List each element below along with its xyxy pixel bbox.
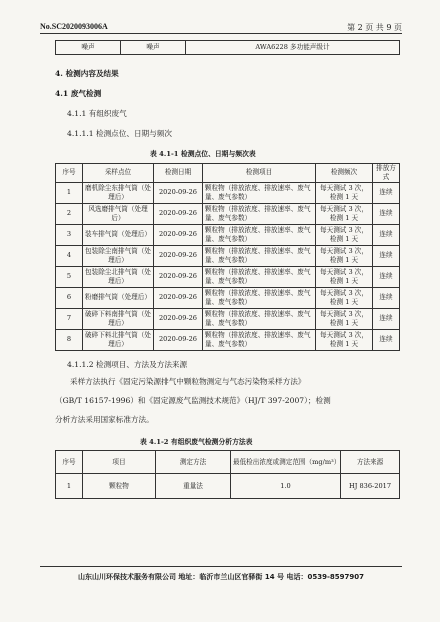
table-cell: 颗粒物（排放浓度、排放速率、废气量、废气参数）	[203, 224, 316, 245]
table-cell: 2020-09-26	[154, 203, 203, 224]
table-cell: 2020-09-26	[154, 329, 203, 350]
table-cell: 5	[56, 266, 83, 287]
table-cell: 颗粒物（排放浓度、排放速率、废气量、废气参数）	[203, 308, 316, 329]
table-cell: 1.0	[231, 474, 341, 499]
table-cell: 连续	[373, 266, 400, 287]
table-cell: 颗粒物	[83, 474, 156, 499]
table-row	[56, 474, 400, 499]
table-cell: 连续	[373, 224, 400, 245]
table-cell: 包装除尘北排气筒（处理后）	[83, 266, 154, 287]
table-cell: 3	[56, 224, 83, 245]
table-cell: 破碎下料北排气筒（处理后）	[83, 329, 154, 350]
report-number: No.SC2020093006A	[40, 22, 108, 31]
table-cell: 8	[56, 329, 83, 350]
table-row	[56, 329, 400, 350]
table-cell: 颗粒物（排放浓度、排放速率、废气量、废气参数）	[203, 182, 316, 203]
section-heading-4-1: 4.1 废气检测	[55, 89, 102, 98]
table-cell: 连续	[373, 329, 400, 350]
table-cell: 破碎下料南排气筒（处理后）	[83, 308, 154, 329]
table-cell: 每天测试 3 次，检测 1 天	[316, 224, 373, 245]
table-cell: 噪声	[121, 41, 186, 55]
table-cell: 粉磨排气筒（处理后）	[83, 287, 154, 308]
table-cell: 2020-09-26	[154, 266, 203, 287]
table-body	[56, 182, 400, 350]
method-paragraph-line-2: （GB/T 16157-1996）和《固定源废气监测技术规范》（HJ/T 397-2007）；检测	[55, 396, 331, 405]
method-paragraph-line-3: 分析方法采用国家标准方法。	[55, 415, 154, 424]
column-header: 检测日期	[154, 164, 203, 183]
section-heading-4-1-1-1: 4.1.1.1 检测点位、日期与频次	[67, 129, 172, 138]
table-cell: 重量法	[156, 474, 231, 499]
page-info: 第 2 页 共 9 页	[347, 23, 402, 32]
table-cell: 2	[56, 203, 83, 224]
section-heading-4: 4. 检测内容及结果	[55, 69, 119, 78]
table-row	[56, 308, 400, 329]
table-cell: 连续	[373, 182, 400, 203]
table-row	[56, 224, 400, 245]
analysis-methods-table	[55, 450, 400, 499]
table-cell: 颗粒物（排放浓度、排放速率、废气量、废气参数）	[203, 329, 316, 350]
column-header: 最低检出浓度或测定范围（mg/m³）	[231, 451, 341, 474]
column-header: 排放方式	[373, 164, 400, 183]
table-row	[56, 287, 400, 308]
header-divider	[40, 33, 402, 34]
table-cell: 每天测试 3 次，检测 1 天	[316, 245, 373, 266]
table-cell: HJ 836-2017	[341, 474, 400, 499]
column-header: 检测项目	[203, 164, 316, 183]
table-cell: 1	[56, 182, 83, 203]
table-cell: 每天测试 3 次，检测 1 天	[316, 329, 373, 350]
table-cell: 装车排气筒（处理后）	[83, 224, 154, 245]
table-cell: 颗粒物（排放浓度、排放速率、废气量、废气参数）	[203, 203, 316, 224]
column-header: 项目	[83, 451, 156, 474]
table-cell: 连续	[373, 245, 400, 266]
table-row	[56, 182, 400, 203]
method-paragraph-line-1: 采样方法执行《固定污染源排气中颗粒物测定与气态污染物采样方法》	[70, 377, 306, 386]
table1-caption: 表 4.1-1 检测点位、日期与频次表	[150, 150, 256, 158]
table-row	[56, 41, 400, 55]
table-cell: 风选磨排气筒（处理后）	[83, 203, 154, 224]
table-cell: 磨机除尘东排气筒（处理后）	[83, 182, 154, 203]
column-header: 序号	[56, 451, 83, 474]
table-cell: 连续	[373, 287, 400, 308]
table-row	[56, 245, 400, 266]
column-header: 序号	[56, 164, 83, 183]
table-cell: 颗粒物（排放浓度、排放速率、废气量、废气参数）	[203, 245, 316, 266]
column-header: 测定方法	[156, 451, 231, 474]
section-heading-4-1-1: 4.1.1 有组织废气	[67, 109, 127, 118]
table-cell: 每天测试 3 次，检测 1 天	[316, 203, 373, 224]
table-row	[56, 203, 400, 224]
equipment-table-tail	[55, 40, 400, 55]
table-row	[56, 266, 400, 287]
table-cell: 2020-09-26	[154, 182, 203, 203]
table-cell: 2020-09-26	[154, 245, 203, 266]
table-cell: 6	[56, 287, 83, 308]
table-cell: 7	[56, 308, 83, 329]
table-cell: 每天测试 3 次，检测 1 天	[316, 182, 373, 203]
table-cell: 噪声	[56, 41, 121, 55]
table-header-row	[56, 164, 400, 183]
table2-caption: 表 4.1-2 有组织废气检测分析方法表	[140, 438, 253, 446]
table-cell: 每天测试 3 次，检测 1 天	[316, 266, 373, 287]
table-cell: 4	[56, 245, 83, 266]
table-cell: 2020-09-26	[154, 308, 203, 329]
table-cell: 包装除尘南排气筒（处理后）	[83, 245, 154, 266]
table-header-row	[56, 451, 400, 474]
column-header: 采样点位	[83, 164, 154, 183]
table-cell: 1	[56, 474, 83, 499]
section-heading-4-1-1-2: 4.1.1.2 检测项目、方法及方法来源	[67, 360, 188, 369]
table-cell: 连续	[373, 203, 400, 224]
table-cell: AWA6228 多功能声级计	[186, 41, 400, 55]
table-cell: 每天测试 3 次，检测 1 天	[316, 308, 373, 329]
table-cell: 2020-09-26	[154, 287, 203, 308]
column-header: 方法来源	[341, 451, 400, 474]
table-cell: 每天测试 3 次，检测 1 天	[316, 287, 373, 308]
page-footer: 山东山川环保技术服务有限公司 地址：临沂市兰山区官驿街 14 号 电话：0539-8597907	[78, 573, 364, 581]
column-header: 检测频次	[316, 164, 373, 183]
table-cell: 颗粒物（排放浓度、排放速率、废气量、废气参数）	[203, 287, 316, 308]
footer-divider	[40, 566, 402, 567]
table-cell: 颗粒物（排放浓度、排放速率、废气量、废气参数）	[203, 266, 316, 287]
table-cell: 2020-09-26	[154, 224, 203, 245]
sampling-points-table	[55, 163, 400, 351]
table-cell: 连续	[373, 308, 400, 329]
